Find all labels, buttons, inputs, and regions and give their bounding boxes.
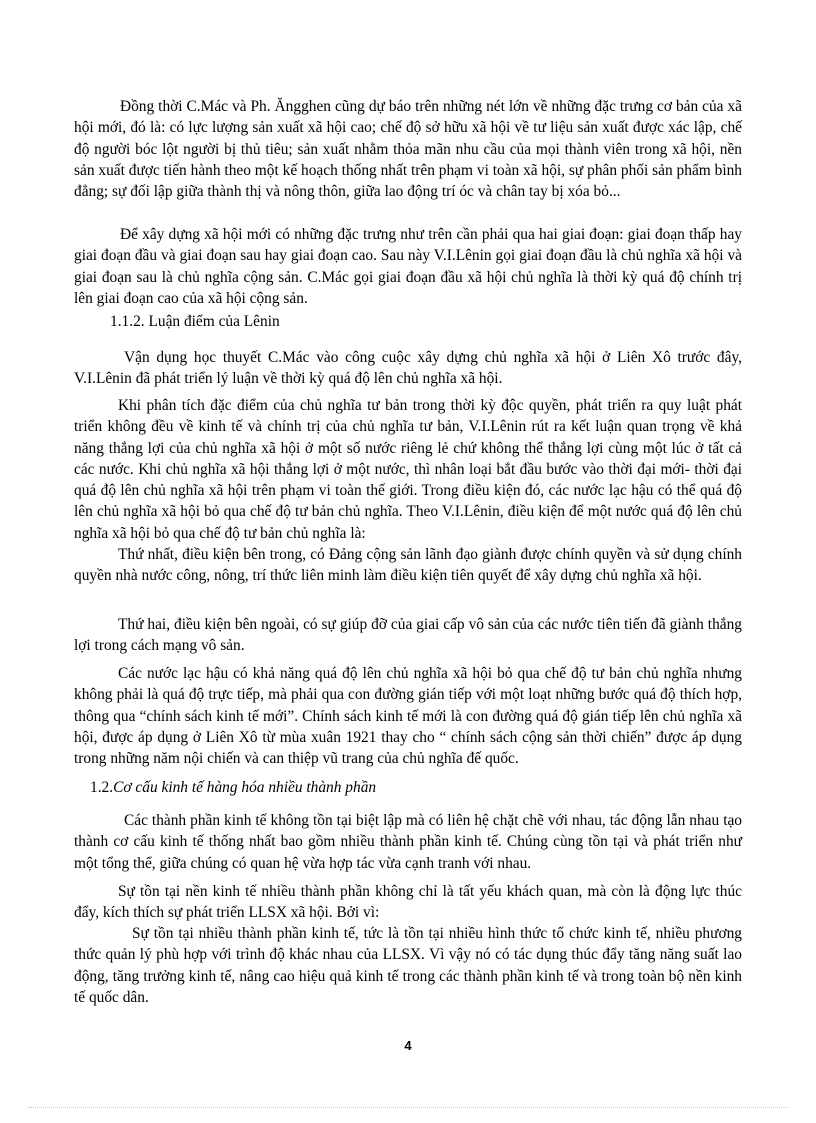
section-heading-1-1-2: 1.1.2. Luận điểm của Lênin [110, 313, 280, 330]
section-heading-1-2-title: Cơ cấu kinh tế hàng hóa nhiều thành phần [113, 779, 377, 796]
paragraph-lenin-applies-marx: Vận dụng học thuyết C.Mác vào công cuộc xây dựng chủ nghĩa xã hội ở Liên Xô trước đây, V.I.Lênin đã phát triển lý luận về thời kỳ quá độ lên chủ nghĩa xã hội. [74, 349, 742, 388]
paragraph-indirect-transition: Các nước lạc hậu có khả năng quá độ lên chủ nghĩa xã hội bỏ qua chế độ tư bản chủ nghĩa nhưng không phải là quá độ trực tiếp, mà phải qua con đường gián tiếp với một loạt những bước quá độ thích hợp, thông qua “chính sách kinh tế mới”. Chính sách kinh tế mới là con đường quá độ gián tiếp lên chủ nghĩa xã hội, được áp dụng ở Liên Xô từ mùa xuân 1921 thay cho “ chính sách cộng sản thời chiến” được áp dụng trong những năm nội chiến và can thiệp vũ trang của chủ nghĩa đế quốc. [74, 665, 742, 768]
page-number: 4 [404, 1038, 412, 1053]
paragraph-first-condition: Thứ nhất, điều kiện bên trong, có Đảng cộng sản lãnh đạo giành được chính quyền và sử dụng chính quyền nhà nước công, nông, trí thức liên minh làm điều kiện tiên quyết để xây dựng chủ nghĩa xã hội. [74, 546, 742, 585]
section-heading-1-2 [90, 777, 376, 798]
paragraph-economic-sectors: Các thành phần kinh tế không tồn tại biệt lập mà có liên hệ chặt chẽ với nhau, tác động lẫn nhau tạo thành cơ cấu kinh tế thống nhất bao gồm nhiều thành phần kinh tế. Chúng cùng tồn tại và phát triển như một tổng thể, giữa chúng có quan hệ vừa hợp tác vừa cạnh tranh với nhau. [74, 812, 742, 872]
section-heading-1-2-number: 1.2. [90, 779, 114, 796]
paragraph-second-condition: Thứ hai, điều kiện bên ngoài, có sự giúp đỡ của giai cấp vô sản của các nước tiên tiến đã giành thắng lợi trong cách mạng vô sản. [74, 616, 742, 655]
paragraph-two-stages: Để xây dựng xã hội mới có những đặc trưng như trên cần phải qua hai giai đoạn: giai đoạn thấp hay giai đoạn đầu và giai đoạn sau hay giai đoạn cao. Sau này V.I.Lênin gọi giai đoạn đầu là chủ nghĩa xã hội và giai đoạn sau là chủ nghĩa cộng sản. C.Mác gọi giai đoạn đầu xã hội chủ nghĩa là thời kỳ quá độ chính trị lên giai đoạn cao của xã hội cộng sản. [74, 226, 742, 307]
page-bottom-divider [28, 1107, 788, 1108]
paragraph-multiple-forms: Sự tồn tại nhiều thành phần kinh tế, tức là tồn tại nhiều hình thức tổ chức kinh tế, nhiều phương thức quản lý phù hợp với trình độ khác nhau của LLSX. Vì vậy nó có tác dụng thúc đẩy tăng năng suất lao động, tăng trưởng kinh tế, nâng cao hiệu quả kinh tế trong các thành phần kinh tế và trong toàn bộ nền kinh tế quốc dân. [74, 925, 742, 1006]
paragraph-multi-sector-motivation: Sự tồn tại nền kinh tế nhiều thành phần không chỉ là tất yếu khách quan, mà còn là động lực thúc đẩy, kích thích sự phát triển LLSX xã hội. Bởi vì: [74, 883, 742, 922]
paragraph-lenin-conditions: Khi phân tích đặc điểm của chủ nghĩa tư bản trong thời kỳ độc quyền, phát triển ra quy luật phát triển không đều về kinh tế và chính trị của chủ nghĩa tư bản, V.I.Lênin rút ra kết luận quan trọng về khả năng thắng lợi của chủ nghĩa xã hội ở một số nước riêng lẻ chứ không thể thắng lợi cùng một lúc ở tất cả các nước. Khi chủ nghĩa xã hội thắng lợi ở một nước, thì nhân loại bắt đầu bước vào thời đại mới- thời đại quá độ lên chủ nghĩa xã hội trên phạm vi toàn thế giới. Trong điều kiện đó, các nước lạc hậu có thể quá độ lên chủ nghĩa xã hội bỏ qua chế độ tư bản chủ nghĩa. Theo V.I.Lênin, điều kiện để một nước quá độ lên chủ nghĩa xã hội bỏ qua chế độ tư bản chủ nghĩa là: [74, 397, 742, 542]
paragraph-marx-engels-forecast: Đồng thời C.Mác và Ph. Ăngghen cũng dự báo trên những nét lớn về những đặc trưng cơ bản của xã hội mới, đó là: có lực lượng sản xuất xã hội cao; chế độ sở hữu xã hội về tư liệu sản xuất được xác lập, chế độ người bóc lột người bị thủ tiêu; sản xuất nhằm thỏa mãn nhu cầu của mọi thành viên trong xã hội, nền sản xuất được tiến hành theo một kế hoạch thống nhất trên phạm vi toàn xã hội, sự phân phối sản phẩm bình đẳng; sự đối lập giữa thành thị và nông thôn, giữa lao động trí óc và chân tay bị xóa bỏ... [74, 98, 742, 201]
